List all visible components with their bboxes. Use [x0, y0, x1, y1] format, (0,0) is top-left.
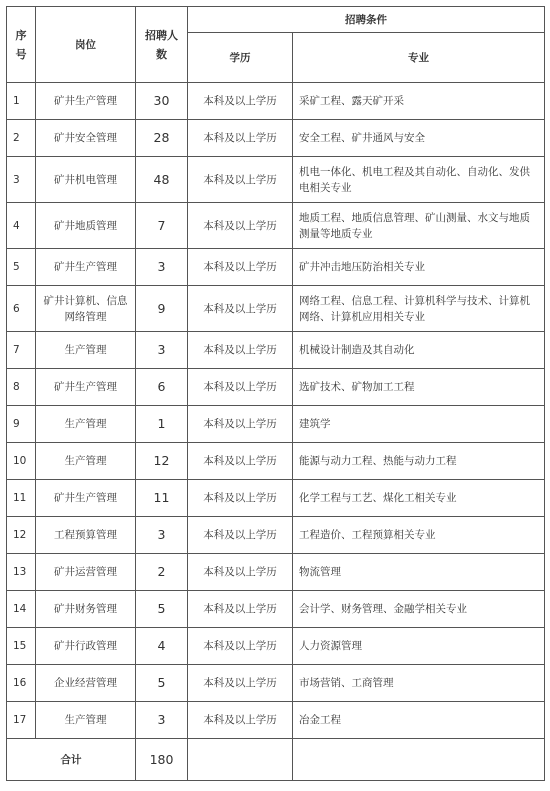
row-education: 本科及以上学历: [188, 628, 293, 665]
row-count: 5: [136, 665, 188, 702]
row-position: 矿井生产管理: [36, 249, 136, 286]
row-education: 本科及以上学历: [188, 443, 293, 480]
row-major: 能源与动力工程、热能与动力工程: [293, 443, 545, 480]
row-major: 建筑学: [293, 406, 545, 443]
row-position: 生产管理: [36, 702, 136, 739]
row-index: 11: [7, 480, 36, 517]
header-education: 学历: [188, 33, 293, 83]
table-row: [7, 203, 545, 249]
row-education: 本科及以上学历: [188, 480, 293, 517]
row-position: 矿井生产管理: [36, 83, 136, 120]
row-index: 12: [7, 517, 36, 554]
table-row: [7, 157, 545, 203]
row-major: 会计学、财务管理、金融学相关专业: [293, 591, 545, 628]
row-index: 7: [7, 332, 36, 369]
table-row: [7, 332, 545, 369]
header-position: 岗位: [36, 7, 136, 83]
row-major: 化学工程与工艺、煤化工相关专业: [293, 480, 545, 517]
row-position: 矿井生产管理: [36, 480, 136, 517]
row-major: 物流管理: [293, 554, 545, 591]
row-count: 1: [136, 406, 188, 443]
row-major: 机械设计制造及其自动化: [293, 332, 545, 369]
row-count: 3: [136, 702, 188, 739]
row-position: 矿井地质管理: [36, 203, 136, 249]
row-education: 本科及以上学历: [188, 665, 293, 702]
row-position: 工程预算管理: [36, 517, 136, 554]
total-major: [293, 739, 545, 781]
row-major: 地质工程、地质信息管理、矿山测量、水文与地质测量等地质专业: [293, 203, 545, 249]
row-index: 4: [7, 203, 36, 249]
row-education: 本科及以上学历: [188, 249, 293, 286]
table-row: [7, 249, 545, 286]
row-position: 矿井财务管理: [36, 591, 136, 628]
row-index: 6: [7, 286, 36, 332]
row-index: 5: [7, 249, 36, 286]
row-count: 6: [136, 369, 188, 406]
row-position: 生产管理: [36, 443, 136, 480]
total-label: 合计: [7, 739, 136, 781]
row-major: 选矿技术、矿物加工工程: [293, 369, 545, 406]
header-index: 序号: [7, 7, 36, 83]
table-row: [7, 517, 545, 554]
recruitment-table: [6, 6, 545, 781]
row-count: 9: [136, 286, 188, 332]
row-major: 冶金工程: [293, 702, 545, 739]
row-count: 12: [136, 443, 188, 480]
total-row: [7, 739, 545, 781]
row-position: 生产管理: [36, 332, 136, 369]
table-row: [7, 83, 545, 120]
header-count: 招聘人数: [136, 7, 188, 83]
row-position: 矿井安全管理: [36, 120, 136, 157]
row-position: 矿井生产管理: [36, 369, 136, 406]
row-count: 28: [136, 120, 188, 157]
row-position: 矿井机电管理: [36, 157, 136, 203]
row-education: 本科及以上学历: [188, 591, 293, 628]
row-index: 16: [7, 665, 36, 702]
row-count: 11: [136, 480, 188, 517]
row-major: 网络工程、信息工程、计算机科学与技术、计算机网络、计算机应用相关专业: [293, 286, 545, 332]
row-position: 企业经营管理: [36, 665, 136, 702]
table-row: [7, 443, 545, 480]
row-major: 矿井冲击地压防治相关专业: [293, 249, 545, 286]
row-count: 3: [136, 249, 188, 286]
row-education: 本科及以上学历: [188, 332, 293, 369]
row-count: 48: [136, 157, 188, 203]
row-count: 3: [136, 517, 188, 554]
row-index: 2: [7, 120, 36, 157]
table-row: [7, 406, 545, 443]
row-index: 1: [7, 83, 36, 120]
row-education: 本科及以上学历: [188, 157, 293, 203]
row-education: 本科及以上学历: [188, 369, 293, 406]
row-position: 矿井行政管理: [36, 628, 136, 665]
table-row: [7, 369, 545, 406]
row-index: 9: [7, 406, 36, 443]
row-major: 人力资源管理: [293, 628, 545, 665]
row-index: 14: [7, 591, 36, 628]
row-major: 市场营销、工商管理: [293, 665, 545, 702]
table-row: [7, 120, 545, 157]
row-education: 本科及以上学历: [188, 203, 293, 249]
row-education: 本科及以上学历: [188, 702, 293, 739]
row-count: 30: [136, 83, 188, 120]
total-education: [188, 739, 293, 781]
row-position: 生产管理: [36, 406, 136, 443]
row-major: 采矿工程、露天矿开采: [293, 83, 545, 120]
table-row: [7, 480, 545, 517]
table-row: [7, 702, 545, 739]
table-body: [7, 83, 545, 739]
row-major: 机电一体化、机电工程及其自动化、自动化、发供电相关专业: [293, 157, 545, 203]
row-position: 矿井运营管理: [36, 554, 136, 591]
row-major: 安全工程、矿井通风与安全: [293, 120, 545, 157]
header-conditions: 招聘条件: [188, 7, 545, 33]
row-index: 17: [7, 702, 36, 739]
row-education: 本科及以上学历: [188, 286, 293, 332]
row-index: 3: [7, 157, 36, 203]
table-row: [7, 591, 545, 628]
row-count: 5: [136, 591, 188, 628]
row-education: 本科及以上学历: [188, 406, 293, 443]
row-count: 4: [136, 628, 188, 665]
total-count: 180: [136, 739, 188, 781]
table-row: [7, 286, 545, 332]
table-row: [7, 554, 545, 591]
row-count: 3: [136, 332, 188, 369]
row-education: 本科及以上学历: [188, 83, 293, 120]
row-index: 15: [7, 628, 36, 665]
row-count: 7: [136, 203, 188, 249]
row-index: 13: [7, 554, 36, 591]
row-education: 本科及以上学历: [188, 517, 293, 554]
row-education: 本科及以上学历: [188, 120, 293, 157]
header-major: 专业: [293, 33, 545, 83]
row-index: 8: [7, 369, 36, 406]
row-index: 10: [7, 443, 36, 480]
row-education: 本科及以上学历: [188, 554, 293, 591]
row-major: 工程造价、工程预算相关专业: [293, 517, 545, 554]
table-row: [7, 665, 545, 702]
table-row: [7, 628, 545, 665]
row-count: 2: [136, 554, 188, 591]
row-position: 矿井计算机、信息网络管理: [36, 286, 136, 332]
